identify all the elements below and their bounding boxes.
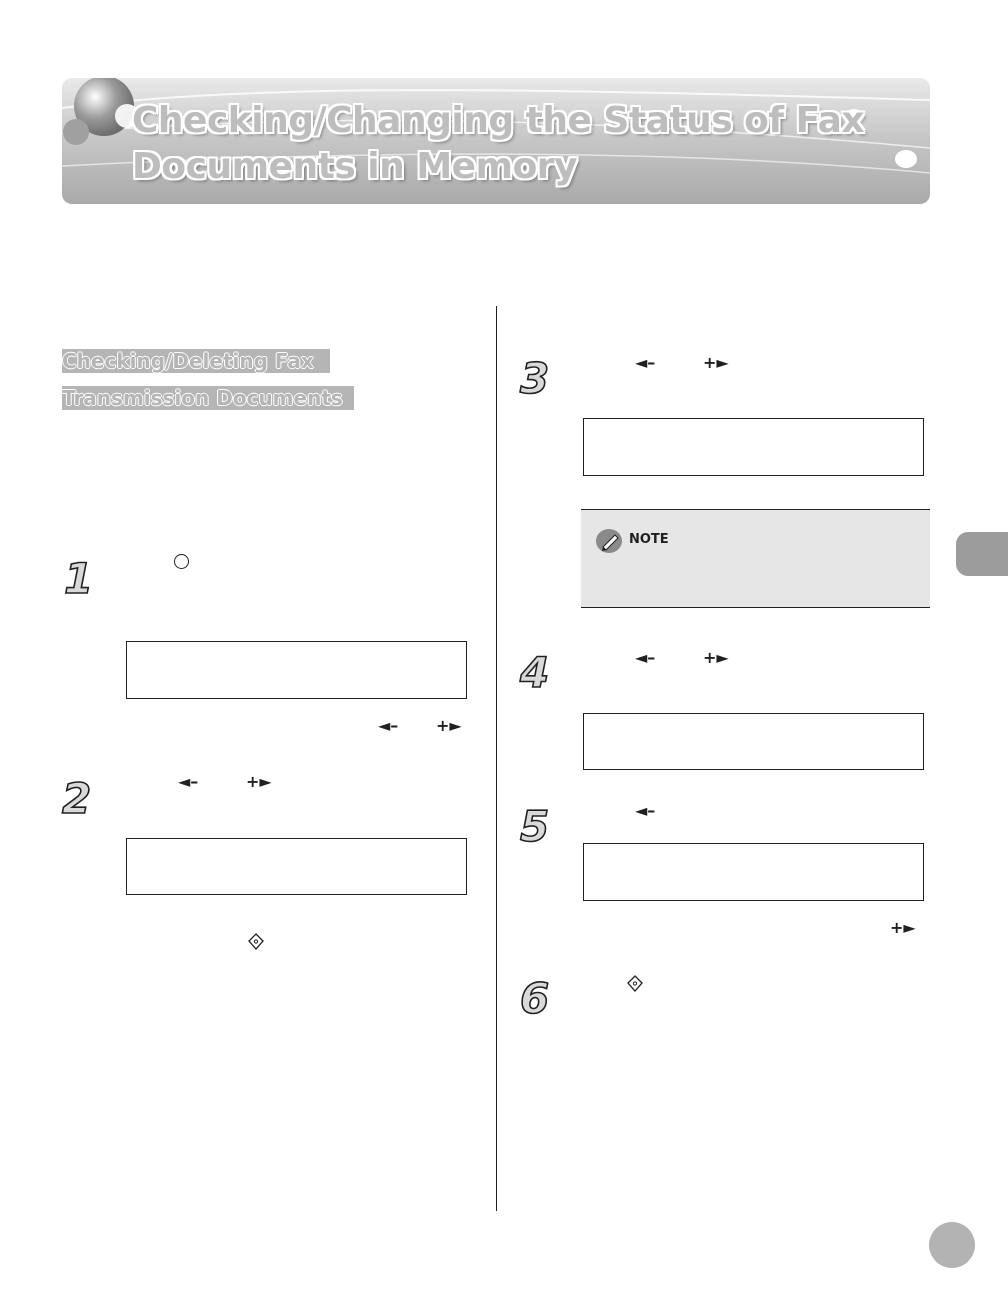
page-title-line-2: Documents in Memory: [132, 146, 578, 187]
lcd-display-step-3: [583, 418, 924, 476]
step-number-5: 5: [520, 802, 550, 851]
step-number-1: 1: [64, 554, 94, 603]
step-number-4: 4: [520, 648, 550, 697]
plus-right-key-icon: +►: [703, 353, 729, 372]
step-number-3: 3: [520, 354, 550, 403]
ok-button-icon: [247, 933, 265, 951]
step-number-6: 6: [520, 974, 550, 1023]
ok-button-icon: [626, 975, 644, 993]
left-minus-key-icon: ◄–: [178, 772, 199, 791]
chapter-side-tab: [956, 532, 1008, 576]
lcd-display-step-1: [126, 641, 467, 699]
note-label: NOTE: [629, 532, 669, 547]
section-heading-line-2: Transmission Documents: [62, 386, 354, 410]
column-divider: [496, 306, 497, 1211]
note-box: [581, 509, 930, 608]
lcd-display-step-2: [126, 838, 467, 895]
menu-button-icon: [174, 554, 189, 569]
small-sphere-decoration: [63, 119, 89, 145]
left-minus-key-icon: ◄–: [635, 353, 656, 372]
left-minus-key-icon: ◄–: [635, 648, 656, 667]
lcd-display-step-4: [583, 713, 924, 770]
chapter-title-banner: [62, 78, 930, 204]
page-title-line-1: Checking/Changing the Status of Fax: [132, 100, 865, 141]
left-minus-key-icon: ◄–: [378, 716, 399, 735]
lcd-display-step-5: [583, 843, 924, 901]
pencil-note-icon: [595, 527, 625, 555]
plus-right-key-icon: +►: [436, 716, 462, 735]
step-number-2: 2: [62, 774, 92, 823]
left-minus-key-icon: ◄–: [635, 801, 656, 820]
page-number-circle: [929, 1222, 975, 1268]
plus-right-key-icon: +►: [890, 918, 916, 937]
plus-right-key-icon: +►: [703, 648, 729, 667]
plus-right-key-icon: +►: [246, 772, 272, 791]
section-heading-line-1: Checking/Deleting Fax: [62, 349, 330, 373]
